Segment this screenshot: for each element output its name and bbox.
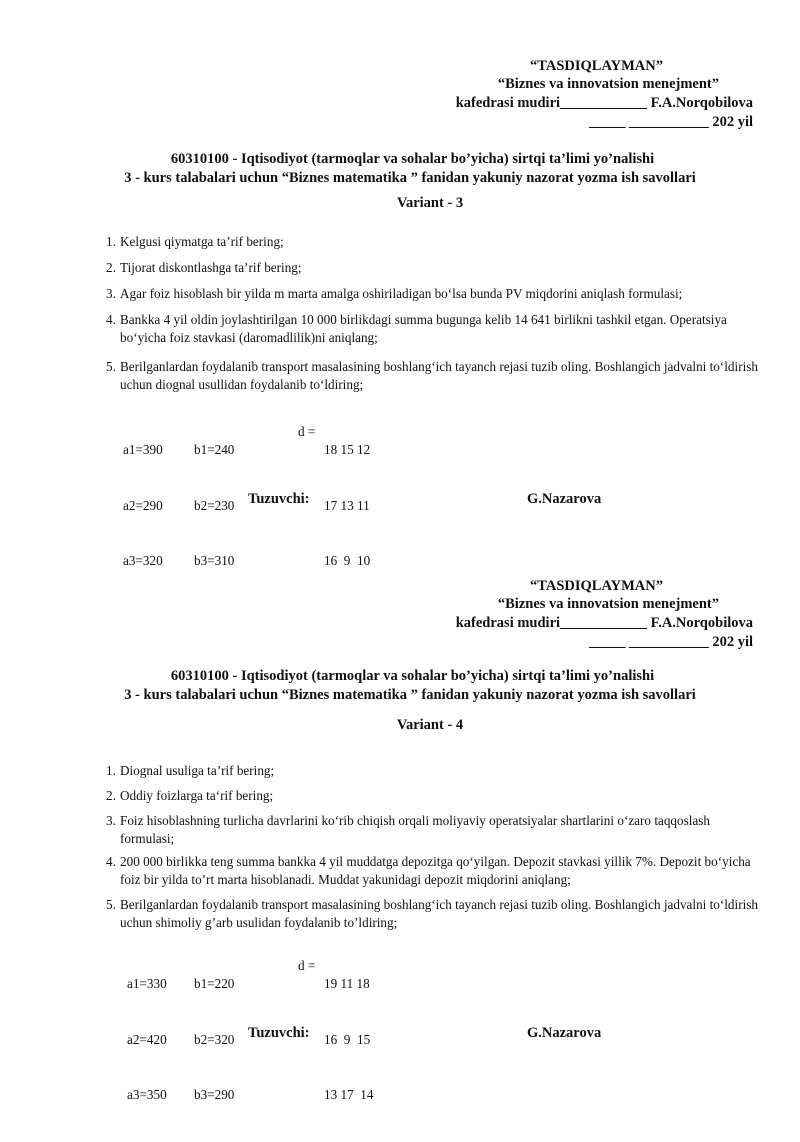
heading-line-1: 60310100 - Iqtisodiyot (tarmoqlar va sohalar bo’yicha) sirtqi ta’limi yo’nalishi: [170, 151, 655, 167]
question-number: 3.: [106, 286, 116, 301]
supply-value: a2=420: [127, 1031, 167, 1047]
variant-label: Variant - 4: [396, 717, 464, 733]
question-number: 4.: [106, 854, 116, 869]
supply-value: a1=390: [123, 442, 163, 457]
question-number: 1.: [106, 234, 116, 249]
question-number: 2.: [106, 260, 116, 275]
question-text: Oddiy foizlarga ta‘rif bering;: [120, 788, 274, 803]
question-number: 1.: [106, 763, 116, 778]
question-text: Kelgusi qiymatga ta’rif bering;: [120, 234, 284, 249]
question-number: 5.: [106, 359, 116, 374]
matrix-row: 16 9 10: [324, 553, 371, 568]
demand-value: b3=310: [194, 553, 235, 568]
question-number: 3.: [106, 813, 116, 828]
demand-value: b2=230: [194, 497, 235, 513]
approval-date-line: _____ ___________ 202 yil: [589, 634, 753, 650]
variant-3-section: [0, 0, 800, 568]
matrix-row: 19 11 18: [324, 976, 370, 991]
exam-heading: [60, 667, 760, 705]
matrix-row: 17 13 11: [324, 497, 370, 513]
approval-date-line: _____ ___________ 202 yil: [589, 114, 753, 130]
matrix-row: 16 9 15: [324, 1031, 371, 1047]
compiler-name: G.Nazarova: [527, 1025, 602, 1041]
variant-label: Variant - 3: [396, 195, 464, 211]
cost-matrix: [324, 938, 373, 1142]
question-text: Berilganlardan foydalanib transport masalasining boshlang‘ich tayanch rejasi tuzib oling. Boshlangich jadvalni to‘ldirish uchun shimoliy g’arb usulidan foydalanib to’ldiring;: [120, 897, 758, 930]
compiler-name: G.Nazarova: [527, 491, 602, 507]
question-text: 200 000 birlikka teng summa bankka 4 yil muddatga depozitga qo‘yilgan. Depozit stavkasi yillik 7%. Depozit bo‘yicha foiz bir yilda to’rt marta hisoblanadi. Muddat yakunidagi depozit miqdorini aniqlang;: [120, 854, 751, 887]
supply-column: [127, 938, 167, 1142]
approval-department: “Biznes va innovatsion menejment”: [497, 596, 719, 612]
cost-matrix-label: d =: [298, 957, 316, 973]
approval-head-line: kafedrasi mudiri____________ F.A.Norqobilova: [455, 615, 753, 631]
approval-title: “TASDIQLAYMAN”: [530, 578, 663, 594]
question-text: Bankka 4 yil oldin joylashtirilgan 10 000 birlikdagi summa bugunga kelib 14 641 birlikni tashkil etgan. Operatsiya bo‘yicha foiz stavkasi (daromadlilik)ni aniqlang;: [120, 312, 727, 345]
approval-department: “Biznes va innovatsion menejment”: [497, 76, 719, 92]
demand-value: b1=240: [194, 442, 235, 457]
matrix-row: 18 15 12: [324, 442, 371, 457]
question-text: Tijorat diskontlashga ta’rif bering;: [120, 260, 302, 275]
supply-value: a2=290: [123, 497, 163, 513]
demand-value: b2=320: [194, 1031, 235, 1047]
compiler-label: Tuzuvchi:: [248, 491, 310, 507]
approval-head-line: kafedrasi mudiri____________ F.A.Norqobilova: [455, 95, 753, 111]
supply-value: a3=320: [123, 553, 163, 568]
approval-title: “TASDIQLAYMAN”: [530, 58, 663, 74]
compiler-label: Tuzuvchi:: [248, 1025, 310, 1041]
heading-line-2: 3 - kurs talabalari uchun “Biznes matematika ” fanidan yakuniy nazorat yozma ish savollari: [124, 170, 696, 186]
exam-heading: [60, 150, 760, 188]
question-number: 2.: [106, 788, 116, 803]
supply-value: a1=330: [127, 976, 167, 991]
question-text: Foiz hisoblashning turlicha davrlarini ko‘rib chiqish orqali moliyaviy operatsiyalar shartlarini o‘zaro taqqoslash formulasi;: [120, 813, 710, 846]
demand-value: b3=290: [194, 1087, 235, 1102]
heading-line-1: 60310100 - Iqtisodiyot (tarmoqlar va sohalar bo’yicha) sirtqi ta’limi yo’nalishi: [170, 668, 655, 684]
question-text: Berilganlardan foydalanib transport masalasining boshlang‘ich tayanch rejasi tuzib oling. Boshlangich jadvalni to‘ldirish uchun diognal usullidan foydalanib to‘ldiring;: [120, 359, 758, 392]
cost-matrix-label: d =: [298, 423, 316, 439]
question-text: Diognal usuliga ta’rif bering;: [120, 763, 275, 778]
question-text: Agar foiz hisoblash bir yilda m marta amalga oshiriladigan bo‘lsa bunda PV miqdorini aniqlash formulasi;: [120, 286, 683, 301]
question-number: 5.: [106, 897, 116, 912]
heading-line-2: 3 - kurs talabalari uchun “Biznes matematika ” fanidan yakuniy nazorat yozma ish savollari: [124, 687, 696, 703]
matrix-row: 13 17 14: [324, 1087, 374, 1102]
demand-column: [194, 938, 234, 1142]
demand-value: b1=220: [194, 976, 235, 991]
variant-4-section: [0, 530, 800, 1131]
question-number: 4.: [106, 312, 116, 327]
supply-value: a3=350: [127, 1087, 167, 1102]
